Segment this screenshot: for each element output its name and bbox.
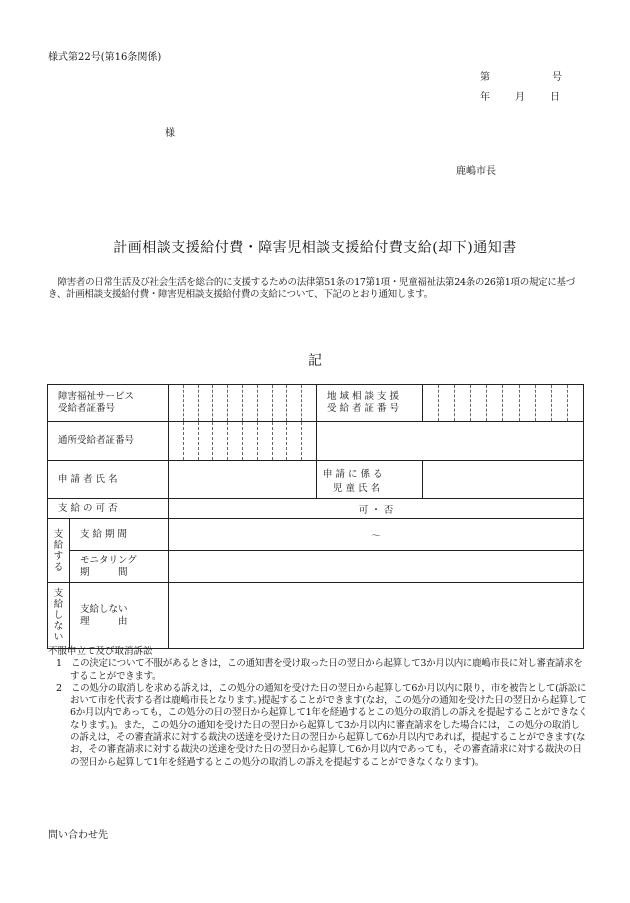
row-names (48, 461, 584, 499)
number-label: 第 (480, 72, 490, 83)
nosupply-char-2: 給 (53, 599, 64, 610)
monitoring-label-line2: 期 間 (80, 566, 128, 578)
row-approval (48, 499, 584, 519)
date-day: 日 (550, 92, 560, 103)
digit-boxes (423, 385, 583, 421)
row-monitoring (48, 551, 584, 583)
appeal-notes (48, 646, 588, 769)
reason-label (70, 583, 169, 649)
welfare-cert-label (48, 385, 169, 422)
notes-item-1: 1 この決定について不服があるときは，この通知書を受け取った日の翌日から起算して3か月以内に鹿嶋市長に対し審査請求をすることができます。 (56, 658, 583, 682)
row-certificate-numbers (48, 385, 584, 422)
ki-heading: 記 (308, 353, 322, 369)
row-facility-cert (48, 422, 584, 461)
facility-cert-blank (317, 422, 584, 461)
child-name-label-line1: 申請に係る (323, 468, 386, 480)
nosupply-char-4: な (53, 621, 64, 632)
supply-char-2: 給 (53, 539, 64, 551)
reason-label-line1: 支給しない (80, 603, 128, 615)
monitoring-value[interactable] (169, 551, 584, 583)
child-name-label (317, 461, 423, 499)
welfare-cert-boxes[interactable] (169, 385, 317, 422)
period-value[interactable]: ～ (169, 519, 584, 551)
issuer: 鹿嶋市長 (456, 166, 496, 177)
regional-cert-label-line1: 地域相談支援 (327, 391, 403, 402)
digit-boxes (169, 385, 316, 421)
regional-cert-label (317, 385, 423, 422)
regional-cert-boxes[interactable] (423, 385, 584, 422)
child-name-field[interactable] (423, 461, 584, 499)
date-month: 月 (515, 92, 525, 103)
approval-label: 支給の可否 (48, 499, 169, 519)
child-name-label-line2: 児童氏名 (333, 482, 384, 494)
date-year: 年 (480, 92, 490, 103)
notes-heading: 不服申立て及び取消訴訟 (48, 646, 153, 657)
row-period (48, 519, 584, 551)
welfare-cert-label-line2: 受給者証番号 (58, 403, 116, 414)
notes-item-2: 2 この処分の取消しを求める訴えは，この処分の通知を受けた日の翌日から起算して6か月以内に限り，市を被告として(訴訟において市を代表する者は鹿嶋市長となります。)提起することができます(なお，この処分の通知を受けた日の翌日から起算して6か月以内であっても，この処分の日の翌日から起算して1年を経過するとこの処分の取消しの訴えを提起することができなくなります。)。また，この処分の通知を受けた日の翌日から起算して3か月以内に審査請求をした場合には，この処分の取消しの訴えは，その審査請求に対する裁決の送達を受けた日の翌日から起算して6か月以内であれば，提起することができます(なお，その審査請求に対する裁決の送達を受けた日の翌日から起算して6か月以内であっても，その審査請求に対する裁決の日の翌日から起算して1年を経過するとこの処分の取消しの訴えを提起することができなくなります)。 (56, 682, 588, 768)
nosupply-vertical-label (48, 583, 70, 649)
reason-label-line2: 理 由 (80, 615, 128, 627)
digit-boxes (169, 422, 316, 460)
form-number: 様式第22号(第16条関係) (48, 52, 162, 63)
monitoring-label (70, 551, 169, 583)
nosupply-char-3: し (53, 610, 64, 621)
notice-table (47, 384, 584, 649)
inquiry-label: 問い合わせ先 (48, 830, 108, 841)
facility-cert-label: 通所受給者証番号 (48, 422, 169, 461)
welfare-cert-label-line1: 障害福祉サービス (58, 391, 135, 402)
regional-cert-label-line2: 受給者証番号 (327, 403, 403, 414)
row-no-supply (48, 583, 584, 649)
supply-char-4: る (53, 561, 64, 573)
approval-value[interactable]: 可 ・ 否 (169, 499, 584, 519)
facility-cert-boxes[interactable] (169, 422, 317, 461)
supply-char-3: す (53, 550, 64, 562)
monitoring-label-line1: モニタリング (80, 554, 137, 566)
document-title: 計画相談支援給付費・障害児相談支援給付費支給(却下)通知書 (113, 240, 517, 256)
applicant-name-label: 申請者氏名 (48, 461, 169, 499)
nosupply-char-5: い (53, 632, 64, 643)
supply-char-1: 支 (53, 528, 64, 540)
period-label: 支給期間 (70, 519, 169, 551)
addressee-suffix: 様 (165, 128, 175, 139)
number-suffix: 号 (552, 72, 562, 83)
applicant-name-field[interactable] (169, 461, 317, 499)
nosupply-char-1: 支 (53, 588, 64, 599)
supply-vertical-label (48, 519, 70, 583)
reason-value[interactable] (169, 583, 584, 649)
intro-paragraph: 障害者の日常生活及び社会生活を総合的に支援するための法律第51条の17第1項・児童福祉法第24条の26第1項の規定に基づき、計画相談支援給付費・障害児相談支援給付費の支給について、下記のとおり通知します。 (48, 277, 575, 300)
